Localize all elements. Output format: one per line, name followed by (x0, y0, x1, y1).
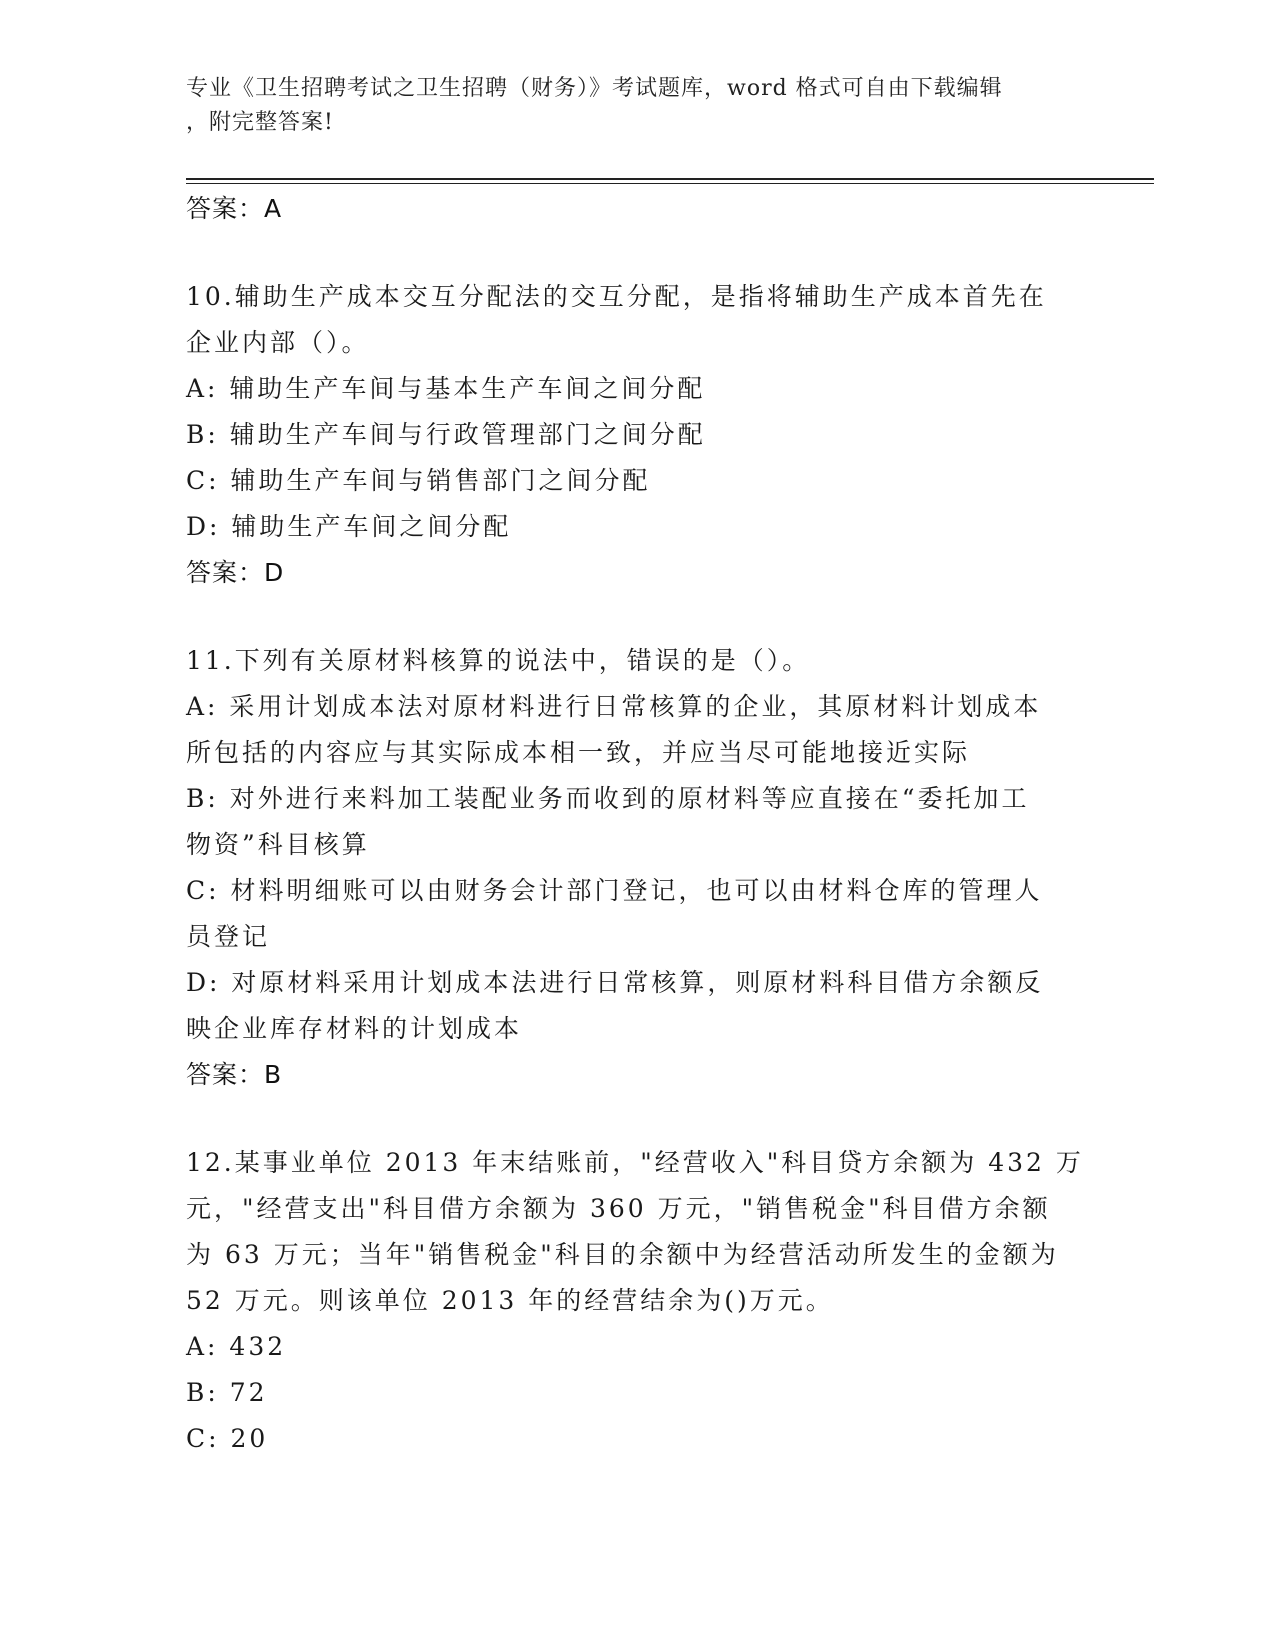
question-11 (186, 638, 1086, 1098)
question-10-stem-line-2: 企业内部（）。 (186, 328, 370, 357)
question-11-option-b-line-1: B: 对外进行来料加工装配业务而收到的原材料等应直接在“委托加工 (186, 784, 1030, 813)
question-11-option-a-line-2: 所包括的内容应与其实际成本相一致，并应当尽可能地接近实际 (186, 738, 971, 767)
question-12-option-c: C: 20 (186, 1424, 269, 1453)
header-line-1: 专业《卫生招聘考试之卫生招聘（财务）》考试题库，word 格式可自由下载编辑 (186, 76, 1003, 101)
question-10-option-d: D: 辅助生产车间之间分配 (186, 512, 512, 541)
question-12-option-a: A: 432 (186, 1332, 287, 1361)
question-12-stem-line-1: 12.某事业单位 2013 年末结账前，"经营收入"科目贷方余额为 432 万 (186, 1148, 1084, 1177)
question-11-option-c-line-1: C: 材料明细账可以由财务会计部门登记，也可以由材料仓库的管理人 (186, 876, 1043, 905)
spacer (186, 1098, 1086, 1140)
spacer (186, 232, 1086, 274)
question-12-stem-line-3: 为 63 万元；当年"销售税金"科目的余额中为经营活动所发生的金额为 (186, 1240, 1059, 1269)
question-11-option-c-line-2: 员登记 (186, 922, 271, 951)
header-rule-thick (186, 178, 1154, 180)
question-list (186, 186, 1086, 1462)
document-header (186, 72, 1086, 140)
spacer (186, 596, 1086, 638)
question-10-stem-line-1: 10.辅助生产成本交互分配法的交互分配，是指将辅助生产成本首先在 (186, 282, 1047, 311)
question-12 (186, 1140, 1086, 1462)
header-rule-thin (186, 183, 1154, 184)
question-11-option-d-line-2: 映企业库存材料的计划成本 (186, 1014, 523, 1043)
question-12-stem-line-4: 52 万元。则该单位 2013 年的经营结余为()万元。 (186, 1286, 834, 1315)
question-12-option-b: B: 72 (186, 1378, 268, 1407)
question-12-stem-line-2: 元，"经营支出"科目借方余额为 360 万元，"销售税金"科目借方余额 (186, 1194, 1051, 1223)
question-11-answer: 答案：B (186, 1060, 283, 1089)
question-11-option-a-line-1: A: 采用计划成本法对原材料进行日常核算的企业，其原材料计划成本 (186, 692, 1042, 721)
question-11-option-d-line-1: D: 对原材料采用计划成本法进行日常核算，则原材料科目借方余额反 (186, 968, 1044, 997)
question-10-option-b: B: 辅助生产车间与行政管理部门之间分配 (186, 420, 706, 449)
header-line-2: ，附完整答案! (186, 110, 334, 135)
question-11-stem: 11.下列有关原材料核算的说法中，错误的是（）。 (186, 646, 811, 675)
question-10-answer: 答案：D (186, 558, 285, 587)
question-10-option-c: C: 辅助生产车间与销售部门之间分配 (186, 466, 651, 495)
question-10-option-a: A: 辅助生产车间与基本生产车间之间分配 (186, 374, 706, 403)
question-10 (186, 274, 1086, 596)
question-11-option-b-line-2: 物资”科目核算 (186, 830, 370, 859)
answer-previous: 答案：A (186, 194, 283, 223)
